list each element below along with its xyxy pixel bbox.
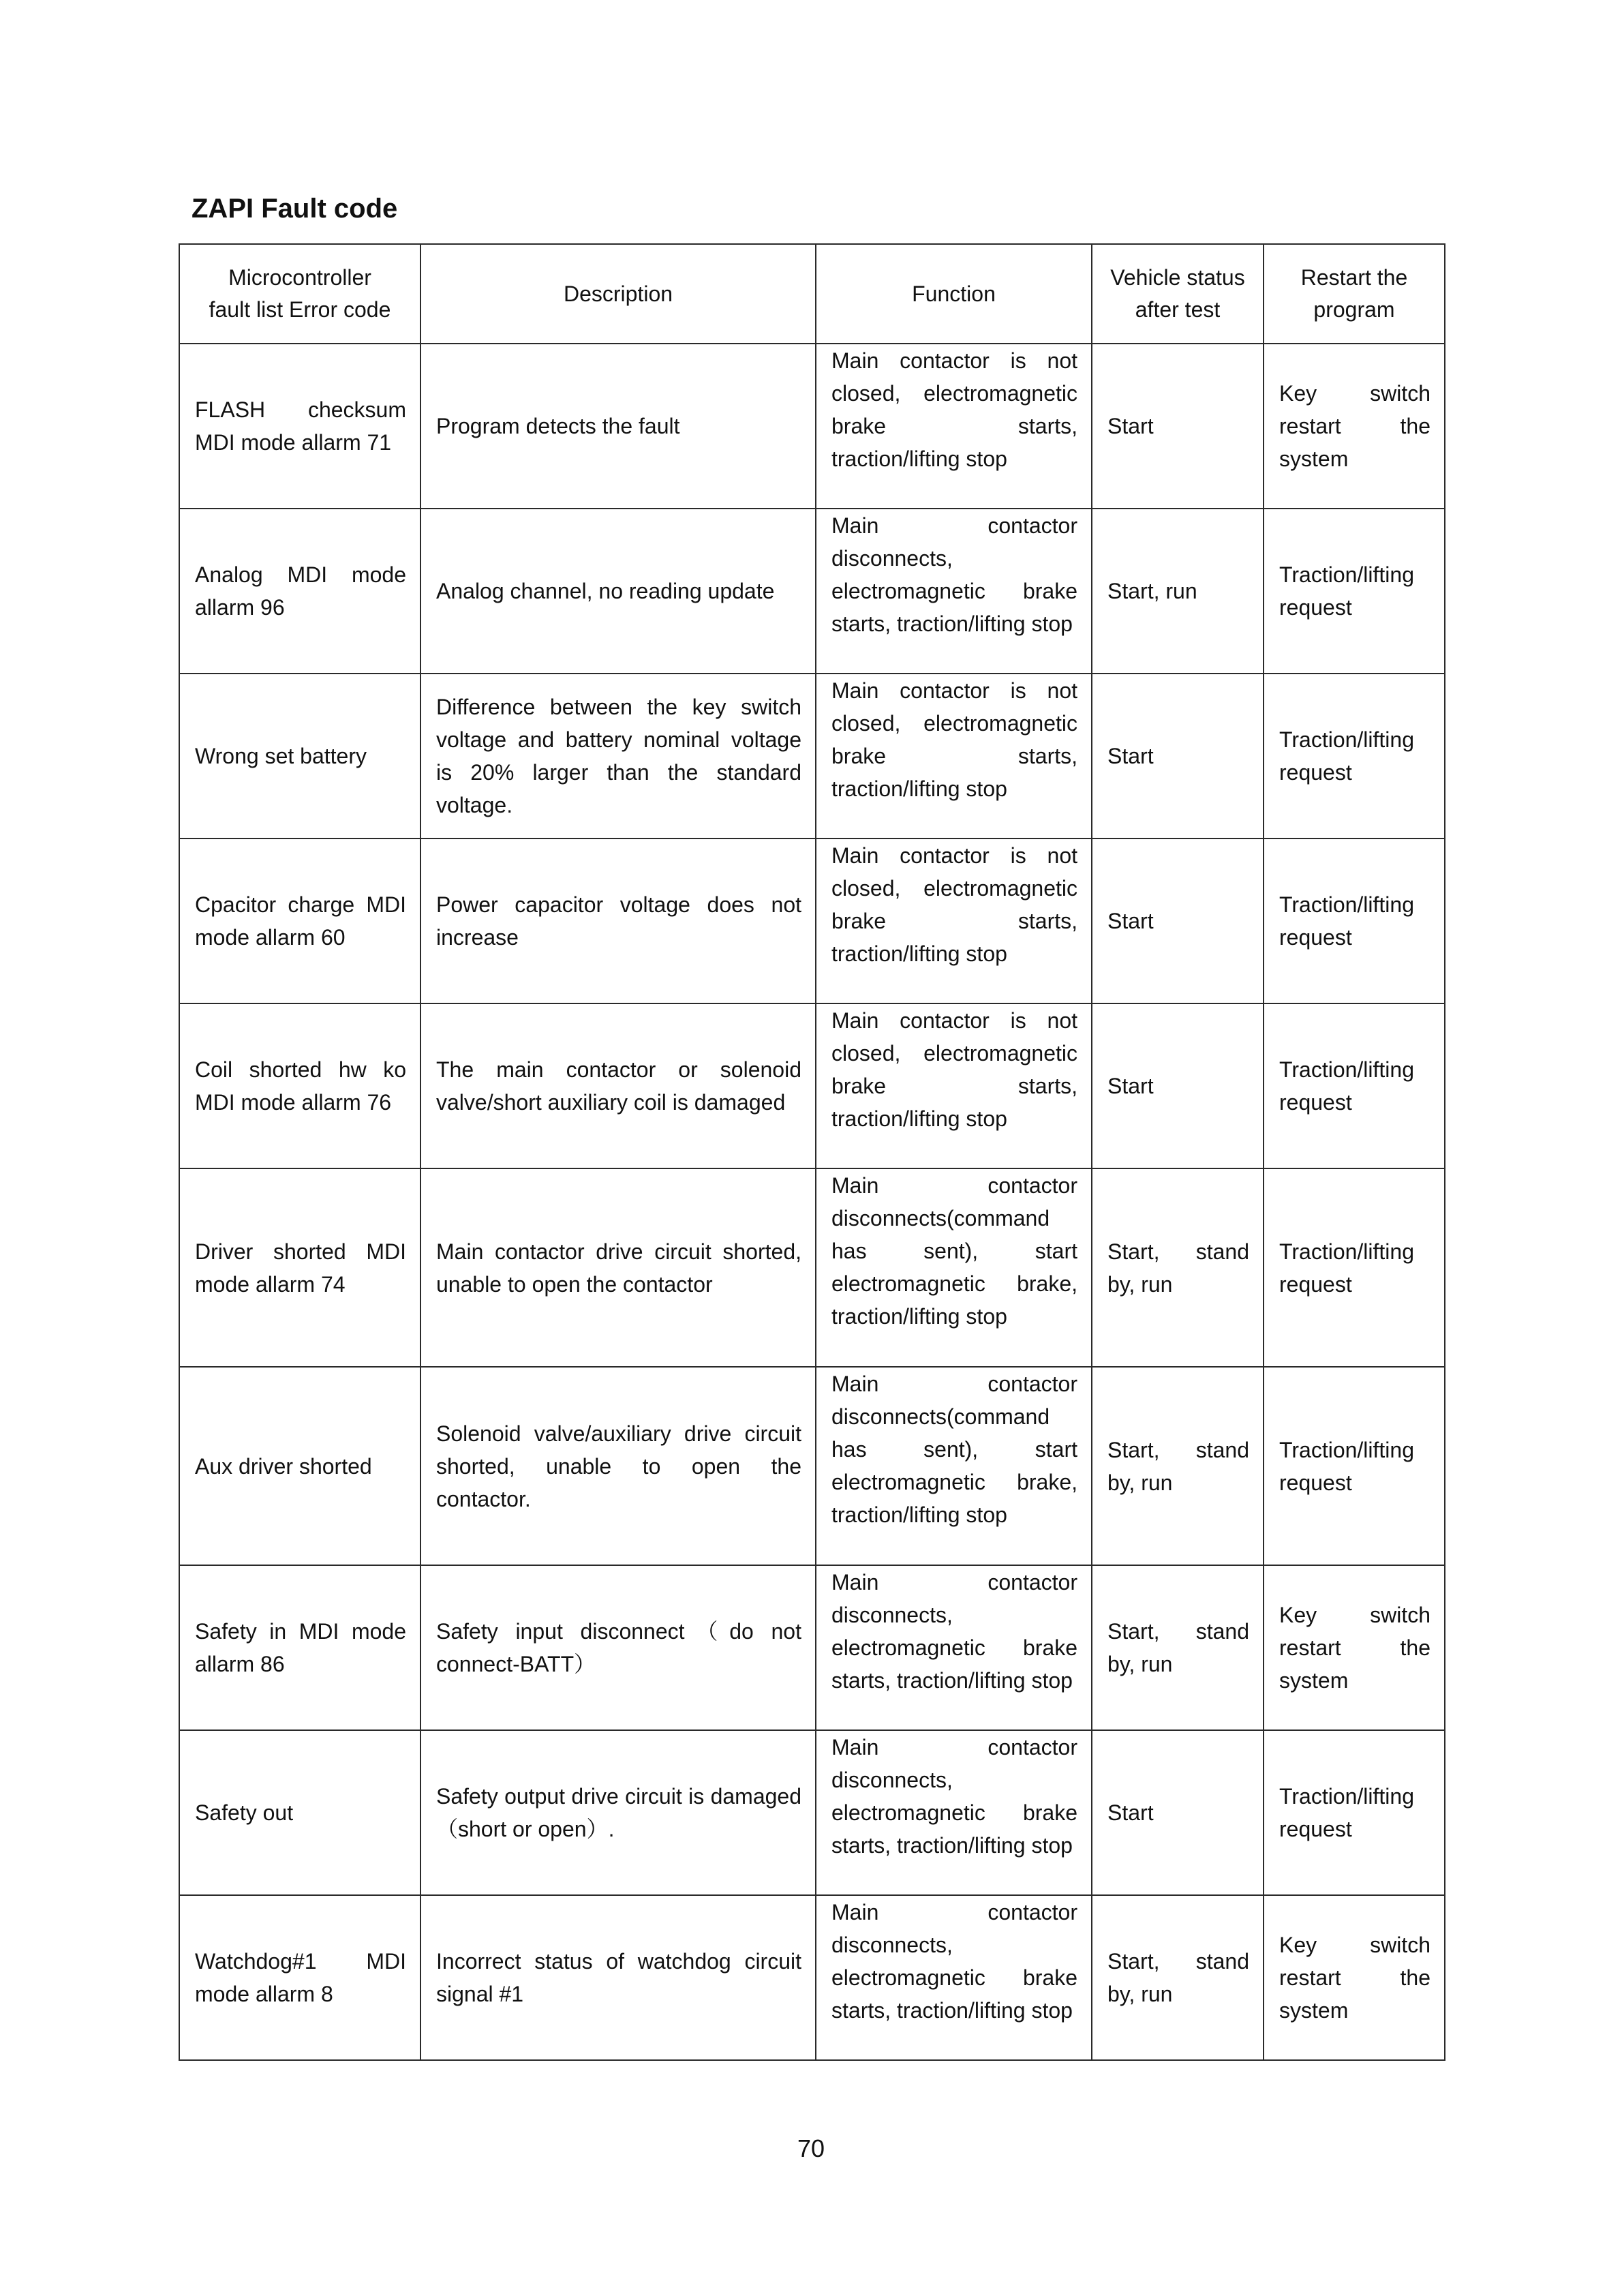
- table-row: [179, 509, 1445, 674]
- cell-description: Main contactor drive circuit shorted, unable to open the contactor: [420, 1168, 816, 1367]
- cell-vehicle-status: Start, stand by, run: [1092, 1367, 1264, 1565]
- table-row: [179, 1895, 1445, 2060]
- table-row: [179, 1168, 1445, 1367]
- header-vehicle-status: Vehicle status after test: [1092, 244, 1264, 344]
- cell-description: Incorrect status of watchdog circuit signal #1: [420, 1895, 816, 2060]
- cell-function: Main contactor disconnects, electromagnetic brake starts, traction/lifting stop: [816, 1730, 1092, 1895]
- cell-error-code: Safety in MDI mode allarm 86: [179, 1565, 420, 1730]
- cell-description: Safety output drive circuit is damaged （short or open）.: [420, 1730, 816, 1895]
- header-error-code: Microcontroller fault list Error code: [179, 244, 420, 344]
- cell-vehicle-status: Start: [1092, 839, 1264, 1003]
- cell-description: Difference between the key switch voltage and battery nominal voltage is 20% larger than the standard voltage.: [420, 674, 816, 839]
- cell-restart: Traction/lifting request: [1264, 1003, 1445, 1168]
- cell-description: Power capacitor voltage does not increase: [420, 839, 816, 1003]
- cell-restart: Traction/lifting request: [1264, 1367, 1445, 1565]
- cell-function: Main contactor disconnects, electromagnetic brake starts, traction/lifting stop: [816, 1565, 1092, 1730]
- table-row: [179, 674, 1445, 839]
- cell-restart: Traction/lifting request: [1264, 1730, 1445, 1895]
- table-row: [179, 839, 1445, 1003]
- cell-vehicle-status: Start, stand by, run: [1092, 1168, 1264, 1367]
- header-restart: Restart the program: [1264, 244, 1445, 344]
- cell-description: Program detects the fault: [420, 344, 816, 509]
- cell-vehicle-status: Start, stand by, run: [1092, 1565, 1264, 1730]
- cell-restart: Traction/lifting request: [1264, 509, 1445, 674]
- cell-function: Main contactor is not closed, electromagnetic brake starts, traction/lifting stop: [816, 839, 1092, 1003]
- header-function: Function: [816, 244, 1092, 344]
- cell-error-code: FLASH checksum MDI mode allarm 71: [179, 344, 420, 509]
- cell-vehicle-status: Start: [1092, 1730, 1264, 1895]
- cell-function: Main contactor disconnects(command has sent), start electromagnetic brake, traction/lifting stop: [816, 1367, 1092, 1565]
- cell-error-code: Safety out: [179, 1730, 420, 1895]
- cell-error-code: Driver shorted MDI mode allarm 74: [179, 1168, 420, 1367]
- cell-error-code: Watchdog#1 MDI mode allarm 8: [179, 1895, 420, 2060]
- cell-error-code: Coil shorted hw ko MDI mode allarm 76: [179, 1003, 420, 1168]
- cell-description: Analog channel, no reading update: [420, 509, 816, 674]
- cell-function: Main contactor is not closed, electromagnetic brake starts, traction/lifting stop: [816, 1003, 1092, 1168]
- cell-restart: Key switch restart the system: [1264, 1565, 1445, 1730]
- cell-restart: Traction/lifting request: [1264, 1168, 1445, 1367]
- cell-description: Safety input disconnect（do not connect-BATT）: [420, 1565, 816, 1730]
- cell-error-code: Cpacitor charge MDI mode allarm 60: [179, 839, 420, 1003]
- table-header-row: [179, 244, 1445, 344]
- table-row: [179, 1730, 1445, 1895]
- cell-function: Main contactor is not closed, electromagnetic brake starts, traction/lifting stop: [816, 674, 1092, 839]
- section-title: ZAPI Fault code: [192, 194, 398, 224]
- cell-function: Main contactor disconnects, electromagnetic brake starts, traction/lifting stop: [816, 1895, 1092, 2060]
- cell-restart: Key switch restart the system: [1264, 1895, 1445, 2060]
- table-row: [179, 1003, 1445, 1168]
- fault-code-table: [179, 243, 1445, 2061]
- cell-restart: Traction/lifting request: [1264, 674, 1445, 839]
- page-number: 70: [797, 2134, 825, 2162]
- table-row: [179, 1565, 1445, 1730]
- cell-vehicle-status: Start: [1092, 674, 1264, 839]
- cell-error-code: Analog MDI mode allarm 96: [179, 509, 420, 674]
- table-row: [179, 1367, 1445, 1565]
- cell-function: Main contactor disconnects, electromagnetic brake starts, traction/lifting stop: [816, 509, 1092, 674]
- cell-description: The main contactor or solenoid valve/short auxiliary coil is damaged: [420, 1003, 816, 1168]
- cell-description: Solenoid valve/auxiliary drive circuit shorted, unable to open the contactor.: [420, 1367, 816, 1565]
- cell-vehicle-status: Start: [1092, 1003, 1264, 1168]
- cell-restart: Key switch restart the system: [1264, 344, 1445, 509]
- cell-function: Main contactor disconnects(command has sent), start electromagnetic brake, traction/lifting stop: [816, 1168, 1092, 1367]
- header-description: Description: [420, 244, 816, 344]
- cell-error-code: Aux driver shorted: [179, 1367, 420, 1565]
- cell-vehicle-status: Start, stand by, run: [1092, 1895, 1264, 2060]
- cell-restart: Traction/lifting request: [1264, 839, 1445, 1003]
- cell-vehicle-status: Start: [1092, 344, 1264, 509]
- cell-vehicle-status: Start, run: [1092, 509, 1264, 674]
- table-row: [179, 344, 1445, 509]
- cell-error-code: Wrong set battery: [179, 674, 420, 839]
- cell-function: Main contactor is not closed, electromagnetic brake starts, traction/lifting stop: [816, 344, 1092, 509]
